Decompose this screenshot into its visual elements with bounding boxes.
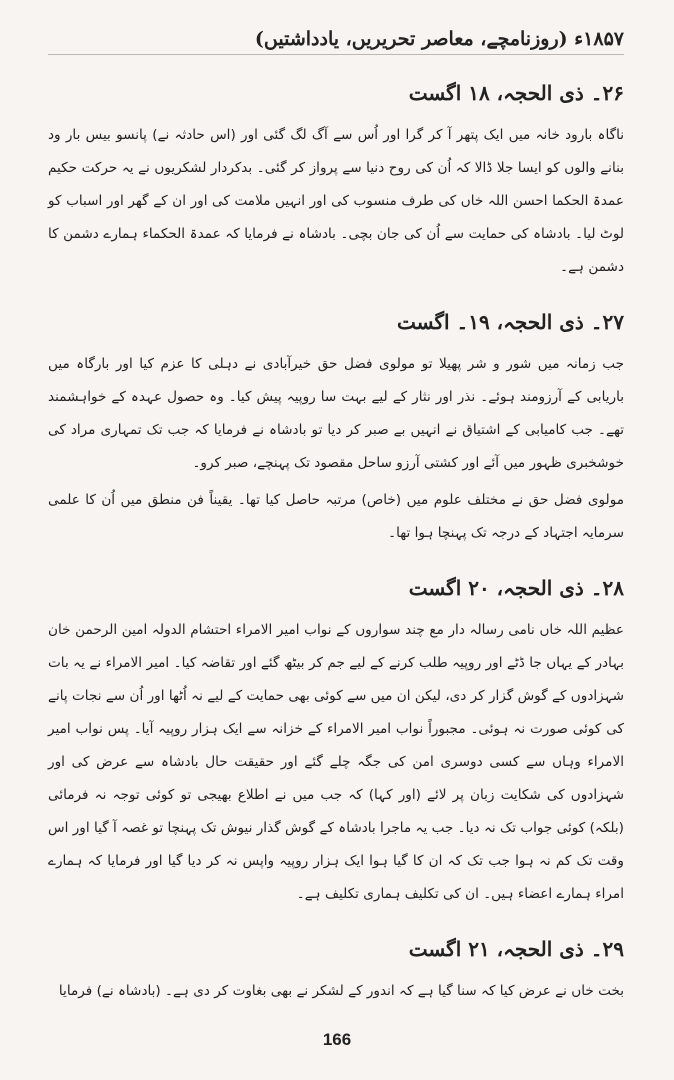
- entry-heading: ۲۶۔ ذی الحجہ، ۱۸ اگست: [408, 81, 624, 105]
- header-rule: [48, 54, 624, 55]
- entry-heading: ۲۹۔ ذی الحجہ، ۲۱ اگست: [408, 937, 624, 961]
- diary-entry: [48, 310, 624, 550]
- entry-paragraph: جب زمانہ میں شور و شر پھیلا تو مولوی فضل حق خیرآبادی نے دہلی کا عزم کیا اور بارگاہ میں باریابی کے آرزومند ہوئے۔ نذر اور نثار کے لیے بہت سا روپیہ پیش کیا۔ وہ حصول عہدہ کے خواہشمند تھے۔ جب کامیابی کے اشتیاق نے انہیں بے صبر کر دیا تو بادشاہ نے فرمایا کہ جب تک تمہاری مراد کی خوشخبری ظہور میں آئے اور کشتی آرزو ساحل مقصود تک پہنچے، صبر کرو۔: [48, 356, 624, 471]
- diary-entry: [48, 937, 624, 1008]
- entry-paragraph: بخت خاں نے عرض کیا کہ سنا گیا ہے کہ اندور کے لشکر نے بھی بغاوت کر دی ہے۔ (بادشاہ نے) فرمایا: [58, 983, 624, 999]
- entry-paragraph: ناگاہ بارود خانہ میں ایک پتھر آ کر گرا اور اُس سے آگ لگ گئی اور (اس حادثہ نے) پانسو بیس بار ود بنانے والوں کو ایسا جلا ڈالا کہ اُن کی روح دنیا سے پرواز کر گئی۔ بدکردار لشکریوں نے یہ حرکت حکیم عمدۃ الحکما احسن اللہ خاں کی طرف منسوب کی اور انہیں ملامت کی اور ان کے گھر اور اسباب کو لوٹ لیا۔ بادشاہ کی حمایت سے اُن کی جان بچی۔ بادشاہ نے فرمایا کہ عمدۃ الحکماء ہمارے دشمن کا دشمن ہے۔: [48, 127, 624, 275]
- entry-paragraph: عظیم اللہ خاں نامی رسالہ دار مع چند سواروں کے نواب امیر الامراء احتشام الدولہ امین الرحمن خان بہادر کے یہاں جا ڈٹے اور روپیہ طلب کرنے کے لیے جم کر بیٹھ گئے اور تقاضہ کیا۔ امیر الامراء نے یہ بات شہزادوں کے گوش گزار کر دی، لیکن ان میں سے کوئی بھی حمایت کے لیے نہ اُٹھا اور اُن سے نجات پانے کی کوئی صورت نہ ہوئی۔ مجبوراً نواب امیر الامراء کے خزانہ سے ایک ہزار روپیہ آیا۔ پس نواب امیر الامراء وہاں سے کسی دوسری امن کی جگہ چلے گئے اور حقیقت حال بادشاہ سے عرض کی اور شہزادوں کی شکایت زبان پر لائے (اور کہا) کہ جب میں نے اطلاع بھیجی تو کوئی توجہ نہ فرمائی (بلکہ) کوئی جواب تک نہ دیا۔ جب یہ ماجرا بادشاہ کے گوش گذار نیوش تک پہنچا تو غصہ آ گیا اور اس وقت تک کم نہ ہوا جب تک کہ ان کا گیا ہوا ایک ہزار روپیہ واپس نہ کر دیا گیا اور فرمایا کہ ہمارے امراء ہمارے اعضاء ہیں۔ ان کی تکلیف ہماری تکلیف ہے۔: [48, 622, 624, 902]
- running-head: ۱۸۵۷ء (روزنامچے، معاصر تحریریں، یادداشتیں): [254, 28, 624, 50]
- entry-heading: ۲۸۔ ذی الحجہ، ۲۰ اگست: [408, 576, 624, 600]
- entry-paragraph: مولوی فضل حق نے مختلف علوم میں (خاص) مرتبہ حاصل کیا تھا۔ یقیناً فن منطق میں اُن کا علمی سرمایہ اجتہاد کے درجہ تک پہنچا ہوا تھا۔: [48, 492, 624, 541]
- page-number: 166: [322, 1030, 352, 1049]
- entry-heading: ۲۷۔ ذی الحجہ، ۱۹۔ اگست: [396, 310, 624, 334]
- diary-entry: [48, 81, 624, 284]
- diary-entry: [48, 576, 624, 911]
